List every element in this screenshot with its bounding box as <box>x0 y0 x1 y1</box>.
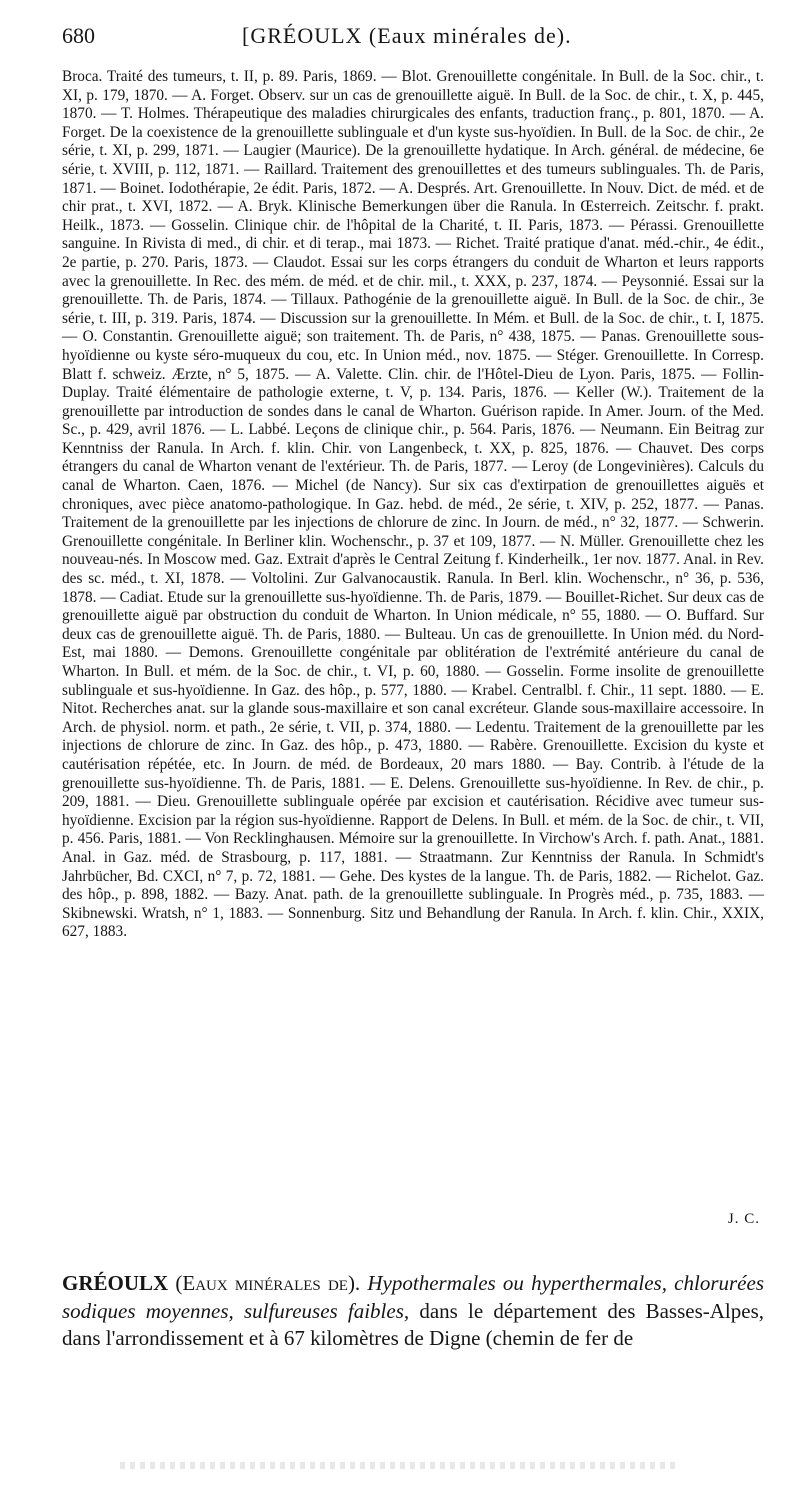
bibliography-reference: Dieu. Grenouillette sublinguale opérée par excision et cautérisation. Récidive avec tumeur sus-hyoïdienne. Excision par la région sus-hyoïdienne. Rapport de Delens. In Bull. et mém. de la Soc. de chir., t. VII, p. 456. Paris, 1881. — <box>62 793 764 848</box>
bibliography-reference: Claudot. Essai sur les corps étrangers du conduit de Wharton et leurs rapports avec la grenouillette. In Rec. des mém. de méd. et de chir. mil., t. XXX, p. 237, 1874. — <box>62 253 764 290</box>
bibliography-reference: Neumann. Ein Beitrag zur Kenntniss der Ranula. In Arch. f. klin. Chir. von Langenbeck, t. XX, p. 825, 1876. — <box>62 421 764 457</box>
bibliography-reference: Straatmann. Zur Kenntniss der Ranula. In Schmidt's Jahrbücher, Bd. CXCI, n° 7, p. 72, 1881. — <box>62 848 764 885</box>
bibliography-reference: Richet. Traité pratique d'anat. méd.-chir., 4e édit., 2e partie, p. 270. Paris, 1873. — <box>62 235 765 271</box>
bibliography-reference: Gosselin. Forme insolite de grenouillette sublinguale et sus-hyoïdienne. In Gaz. des hôp., p. 577, 1880. — <box>62 663 764 699</box>
bibliography-reference: Follin-Duplay. Traité élémentaire de pathologie externe, t. V, p. 134. Paris, 1876. — <box>62 365 764 402</box>
entry-description: Hypothermales ou hyperthermales, chlorurées sodiques moyennes, sulfureuses faibles, <box>62 1271 764 1323</box>
show-through-text <box>120 1462 680 1469</box>
bibliography-reference: Bay. Contrib. à l'étude de la grenouillette sus-hyoïdienne. Th. de Paris, 1881. — <box>62 755 765 792</box>
bibliography-reference: Sonnenburg. Sitz und Behandlung der Ranula. In Arch. f. klin. Chir., XXIX, 627, 1883. <box>62 904 764 941</box>
page-number: 680 <box>62 23 95 48</box>
page-header <box>62 16 762 56</box>
bibliography-reference: Bazy. Anat. path. de la grenouillette sublinguale. In Progrès méd., p. 735, 1883. — <box>234 886 764 904</box>
bibliography-reference: Panas. Traitement de la grenouillette par les injections de chlorure de zinc. In Journ. de méd., n° 32, 1877. — <box>62 495 764 532</box>
dictionary-entry <box>62 1270 764 1353</box>
bibliography-reference: A. Forget. De la coexistence de la grenouillette sublinguale et d'un kyste sus-hyoïdien. In Bull. de la Soc. de chir., 2e série, t. XI, p. 299, 1871. — <box>62 105 764 160</box>
bibliography-reference: Chauvet. Des corps étrangers du canal de Wharton venant de l'extérieur. Th. de Paris, 1877. — <box>62 439 764 476</box>
bibliography-reference: Rabère. Grenouillette. Excision du kyste et cautérisation répétée, etc. In Journ. de méd. de Bordeaux, 20 mars 1880. — <box>62 737 764 773</box>
bibliography-reference: O. Buffard. Sur deux cas de grenouillette aiguë. Th. de Paris, 1880. — <box>62 607 764 643</box>
entry-body-text: dans le département des Basses-Alpes, dans l'arrondissement et à 67 kilomètres de Digne (chemin de fer de <box>62 1298 764 1350</box>
entry-qualifier: (Eaux minérales de). <box>175 1271 368 1295</box>
bibliography-reference: Michel (de Nancy). Sur six cas d'extirpation de grenouillettes aiguës et chroniques, avec pièce anatomo-pathologique. In Gaz. hebd. de méd., 2e série, t. XIV, p. 252, 1877. — <box>62 477 764 513</box>
bibliography-reference: Leroy (de Longevinières). Calculs du canal de Wharton. Caen, 1876. — <box>62 458 765 495</box>
bibliography-reference: Discussion sur la grenouillette. In Mém. et Bull. de la Soc. de chir., t. I, 1875. — <box>62 309 765 346</box>
bibliography-reference: E. Nitot. Recherches anat. sur la glande sous-maxillaire et son canal excréteur. Glande sous-maxillaire accessoire. In Arch. de physiol. norm. et path., 2e série, t. VII, p. 374, 1880. — <box>62 681 764 736</box>
bibliography-reference: Demons. Grenouillette congénitale par oblitération de l'extrémité antérieure du canal de Wharton. In Bull. et mém. de la Soc. de chir., t. VI, p. 60, 1880. — <box>62 644 765 680</box>
bibliography-reference: Richelot. Gaz. des hôp., p. 898, 1882. — <box>62 867 764 904</box>
bibliography-reference: Von Recklinghausen. Mémoire sur la grenouillette. In Virchow's Arch. f. path. Anat., 1881. Anal. in Gaz. méd. de Strasbourg, p. 117, 1881. — <box>62 830 764 866</box>
bibliography-reference: Skibnewski. Wratsh, n° 1, 1883. — <box>62 904 284 922</box>
bibliography-reference: Ledentu. Traitement de la grenouillette par les injections de chlorure de zinc. In Gaz. des hôp., p. 473, 1880. — <box>62 718 764 755</box>
bibliography-reference: O. Constantin. Grenouillette aiguë; son traitement. Th. de Paris, n° 438, 1875. — <box>82 328 596 346</box>
bibliography-reference: T. Holmes. Thérapeutique des maladies chirurgicales des enfants, traduction franç., p. 801, 1870. — <box>120 105 746 123</box>
bibliography-reference: N. Müller. Grenouillette chez les nouveau-nés. In Moscow med. Gaz. Extrait d'après le Central Zeitung f. Kinderheilk., 1er nov. 1877. Anal. in Rev. des sc. méd., t. XI, 1878. — <box>62 532 764 588</box>
bibliography-reference: Broca. Traité des tumeurs, t. II, p. 89. Paris, 1869. — Blot. Grenouillette congénitale. In Bull. de la Soc. chir., t. XI, p. 179, 1870. — <box>62 68 764 104</box>
bibliography-reference: Krabel. Centralbl. f. Chir., 11 sept. 1880. — <box>471 681 747 699</box>
bibliography-reference: Gehe. Des kystes de la langue. Th. de Paris, 1882. — <box>339 867 672 885</box>
bibliography-reference: Cadiat. Etude sur la grenouillette sus-hyoïdienne. Th. de Paris, 1879. — <box>119 588 562 606</box>
bibliography-reference: Peysonnié. Essai sur la grenouillette. Th. de Paris, 1874. — <box>62 272 764 309</box>
bibliography-reference: A. Valette. Clin. chir. de l'Hôtel-Dieu de Lyon. Paris, 1875. — <box>315 365 717 383</box>
author-signature: J. C. <box>727 1211 760 1227</box>
bibliography-reference: Panas. Grenouillette sous-hyoïdienne ou kyste séro-muqueux du cou, etc. In Union méd., nov. 1875. — <box>62 328 764 364</box>
bibliography-reference: L. Labbé. Leçons de clinique chir., p. 564. Paris, 1876. — <box>230 421 596 439</box>
bibliography-reference: A. Forget. Observ. sur un cas de grenouillette aiguë. In Bull. de la Soc. de chir., t. X, p. 445, 1870. — <box>62 86 765 123</box>
entry-headword: GRÉOULX <box>62 1271 176 1295</box>
bibliography-reference: Gosselin. Clinique chir. de l'hôpital de la Charité, t. II. Paris, 1873. — <box>171 216 625 234</box>
bibliography-reference: Tillaux. Pathogénie de la grenouillette aiguë. In Bull. de la Soc. de chir., 3e série, t. III, p. 319. Paris, 1874. — <box>62 291 764 327</box>
bibliography-reference: Voltolini. Zur Galvanocaustik. Ranula. In Berl. klin. Wochenschr., n° 36, p. 536, 1878. — <box>62 570 764 606</box>
bibliography-reference: Schwerin. Grenouillette congénitale. In Berliner klin. Wochenschr., p. 37 et 109, 1877. — <box>62 514 764 550</box>
bibliography-reference: Pérassi. Grenouillette sanguine. In Rivista di med., di chir. et di terap., mai 1873. — <box>62 216 764 253</box>
bibliography-reference: A. Després. Art. Grenouillette. In Nouv. Dict. de méd. et de chir prat., t. XVI, 1872. — <box>62 179 765 216</box>
bibliography-reference: Boinet. Iodothérapie, 2e édit. Paris, 1872. — <box>119 179 395 197</box>
bibliography-reference: A. Bryk. Klinische Bemerkungen über die Ranula. In Œsterreich. Zeitschr. f. prakt. Heilk., 1873. — <box>62 198 765 234</box>
bibliography-reference: Laugier (Maurice). De la grenouillette hydatique. In Arch. général. de médecine, 6e série, t. XVIII, p. 112, 1871. — <box>62 142 764 178</box>
bibliography-reference: Bouillet-Richet. Sur deux cas de grenouillette aiguë par obstruction du conduit de Wharton. In Union médicale, n° 55, 1880. — <box>62 588 764 625</box>
bibliography-reference: Raillard. Traitement des grenouillettes et des tumeurs sublinguales. Th. de Paris, 1871. — <box>62 160 765 197</box>
bibliography-reference: Stéger. Grenouillette. In Corresp. Blatt f. schweiz. Ærzte, n° 5, 1875. — <box>62 346 765 383</box>
bibliography-reference: Bulteau. Un cas de grenouillette. In Union méd. du Nord-Est, mai 1880. — <box>62 625 765 662</box>
running-title: [GRÉOULX (Eaux minérales de). <box>242 23 572 48</box>
bibliography-reference: E. Delens. Grenouillette sus-hyoïdienne. In Rev. de chir., p. 209, 1881. — <box>62 774 765 811</box>
bibliography-section <box>62 68 764 942</box>
bibliography-reference: Keller (W.). Traitement de la grenouillette par introduction de sondes dans le canal de Wharton. Guérison rapide. In Amer. Journ. of the Med. Sc., p. 429, avril 1876. — <box>62 384 765 439</box>
